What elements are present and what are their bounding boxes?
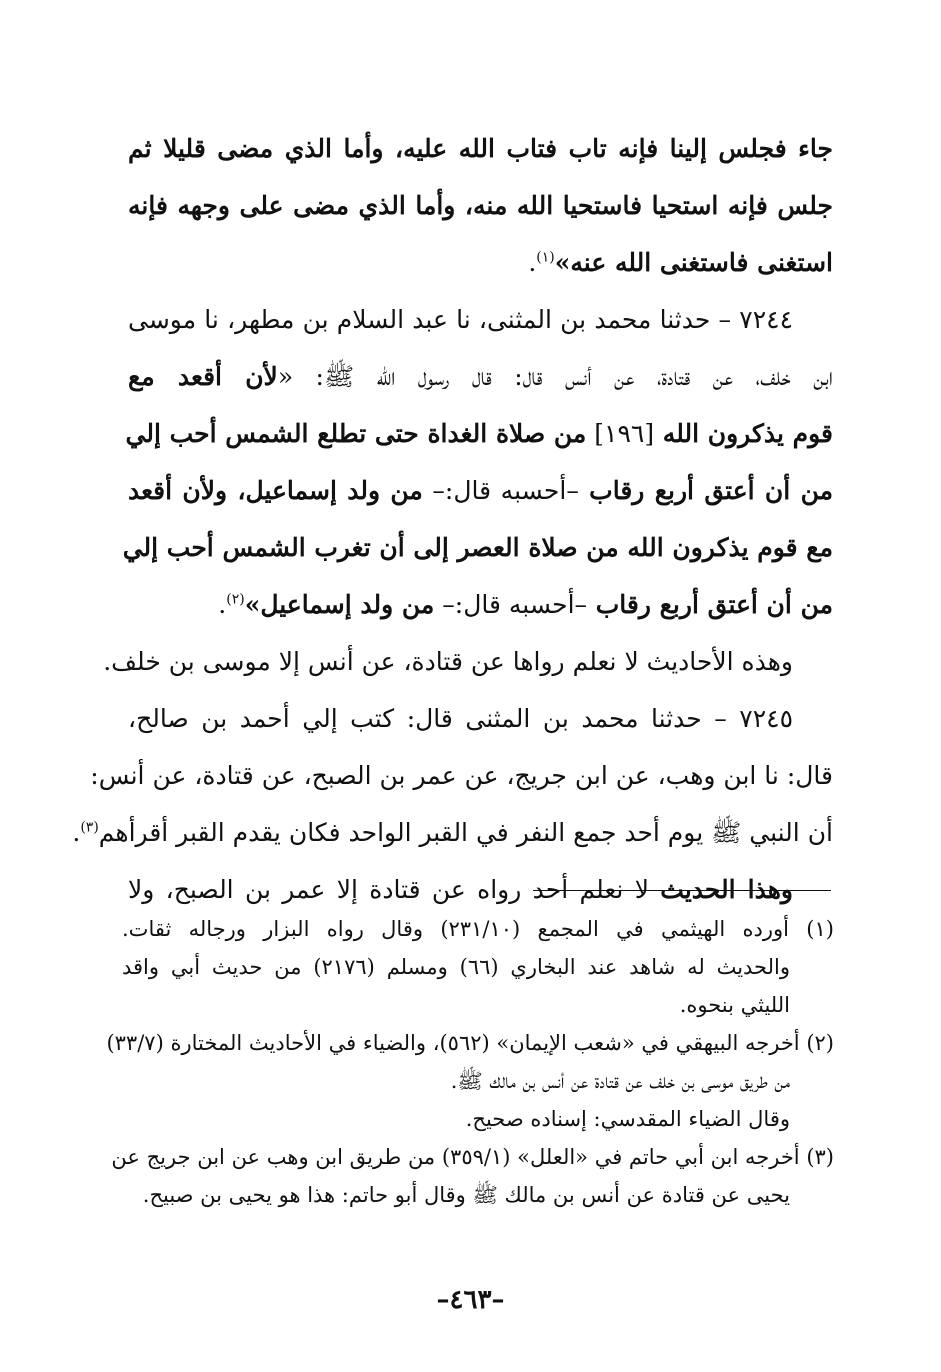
text-line bbox=[128, 291, 833, 348]
text-run: لأن أقعد مع bbox=[128, 362, 278, 391]
text-run: . bbox=[218, 590, 227, 619]
text-run: [١٩٦] bbox=[586, 419, 655, 448]
text-line bbox=[128, 576, 833, 633]
text-line bbox=[128, 120, 833, 177]
footnote-line: يحيى عن قتادة عن أنس بن مالك ﷺ وقال أبو حاتم: هذا هو يحيى بن صبيح. bbox=[142, 1183, 790, 1207]
footnote-ref: (٢) bbox=[226, 591, 245, 608]
text-run: جلس فإنه استحيا فاستحيا الله منه، وأما الذي مضى على وجهه فإنه bbox=[128, 191, 833, 220]
text-line bbox=[122, 519, 833, 576]
text-run: –أحسبه قال:– bbox=[422, 476, 579, 505]
text-line bbox=[128, 348, 833, 405]
text-line bbox=[72, 804, 833, 861]
text-line bbox=[128, 177, 833, 234]
text-run: وهذا الحديث bbox=[660, 875, 794, 904]
text-run: استغنى فاستغنى الله عنه» bbox=[554, 248, 833, 277]
footnote-line: وقال الضياء المقدسي: إسناده صحيح. bbox=[465, 1107, 790, 1131]
text-run: أن النبي ﷺ يوم أحد جمع النفر في القبر الواحد فكان يقدم القبر أقرأهم bbox=[98, 818, 833, 847]
main-text bbox=[72, 120, 834, 918]
footnotes bbox=[106, 910, 834, 1214]
footnote-ref: (٣) bbox=[80, 819, 99, 836]
footnote-line: (٢) أخرجه البيهقي في «شعب الإيمان» (٥٦٢)، والضياء في الأحاديث المختارة (٣٣/٧) bbox=[106, 1031, 834, 1055]
text-line bbox=[90, 747, 833, 804]
footnote-separator bbox=[533, 890, 831, 891]
text-run: من ولد إسماعيل، ولأن أقعد bbox=[128, 476, 423, 505]
text-run: لا نعلم أحد رواه عن قتادة إلا عمر بن الصبح، ولا bbox=[128, 875, 661, 904]
text-run: من أن أعتق أربع رقاب bbox=[578, 476, 834, 505]
text-run: ابن خلف، عن قتادة، عن أنس قال: قال رسول الله ﷺ: « bbox=[277, 362, 833, 391]
text-run: وهذه الأحاديث لا نعلم رواها عن قتادة، عن أنس إلا موسى بن خلف. bbox=[103, 647, 793, 676]
text-line bbox=[128, 690, 833, 747]
text-run: قوم يذكرون الله bbox=[654, 419, 833, 448]
text-run: –أحسبه قال:– bbox=[434, 590, 588, 619]
text-line bbox=[125, 405, 833, 462]
text-run: ٧٢٤٥ – حدثنا محمد بن المثنى قال: كتب إلي أحمد بن صالح، bbox=[128, 704, 793, 733]
footnote-line: (١) أورده الهيثمي في المجمع (٢٣١/١٠) وقال رواه البزار ورجاله ثقات. bbox=[122, 917, 834, 941]
text-run: من أن أعتق أربع رقاب bbox=[587, 590, 833, 619]
text-line bbox=[128, 462, 833, 519]
text-run: قال: نا ابن وهب، عن ابن جريج، عن عمر بن الصبح، عن قتادة، عن أنس: bbox=[90, 761, 833, 790]
page-number: –٤٦٣– bbox=[436, 1285, 505, 1315]
text-run: . bbox=[528, 248, 537, 277]
footnote-line: والحديث له شاهد عند البخاري (٦٦) ومسلم (٢١٧٦) من حديث أبي واقد bbox=[122, 955, 790, 979]
text-run: ٧٢٤٤ – حدثنا محمد بن المثنى، نا عبد السلام بن مطهر، نا موسى bbox=[128, 305, 793, 334]
footnote-ref: (١) bbox=[536, 249, 555, 266]
footnote-line: الليثي بنحوه. bbox=[679, 993, 790, 1017]
text-run: مع قوم يذكرون الله من صلاة العصر إلى أن تغرب الشمس أحب إلي bbox=[122, 533, 833, 562]
text-line bbox=[103, 633, 833, 690]
text-line bbox=[128, 234, 833, 291]
text-run: من صلاة الغداة حتى تطلع الشمس أحب إلي bbox=[125, 419, 587, 448]
text-run: من ولد إسماعيل» bbox=[244, 590, 435, 619]
footnote-line: من طريق موسى بن خلف عن قتادة عن أنس بن مالك ﷺ. bbox=[450, 1069, 790, 1093]
text-run: جاء فجلس إلينا فإنه تاب فتاب الله عليه، وأما الذي مضى قليلا ثم bbox=[128, 134, 833, 163]
footnote-line: (٣) أخرجه ابن أبي حاتم في «العلل» (٣٥٩/١) من طريق ابن وهب عن ابن جريج عن bbox=[111, 1145, 834, 1169]
text-run: . bbox=[72, 818, 81, 847]
